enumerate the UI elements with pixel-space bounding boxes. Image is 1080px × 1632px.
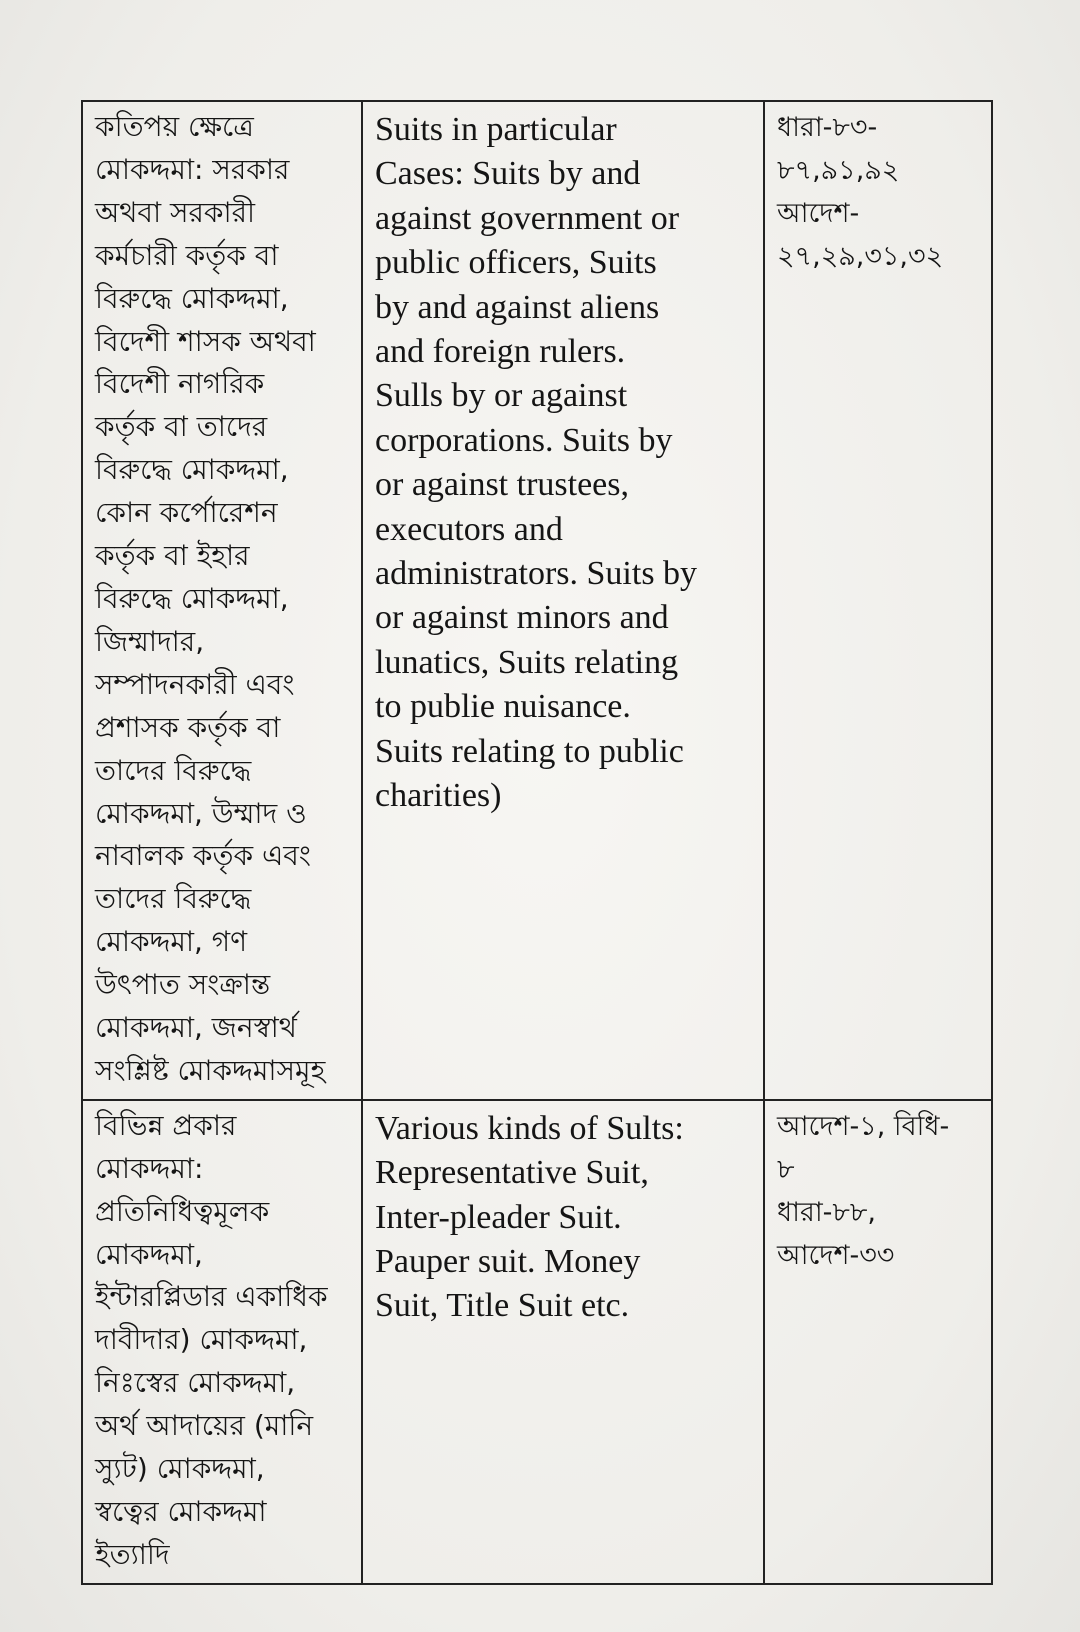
- table-row: [82, 101, 992, 1100]
- section-reference: ধারা-৮৩- ৮৭,৯১,৯২ আদেশ- ২৭,২৯,৩১,৩২: [777, 112, 944, 272]
- bengali-description-cell: [82, 1100, 362, 1584]
- bengali-description: কতিপয় ক্ষেত্রে মোকদ্দমা: সরকার অথবা সরকারী কর্মচারী কর্তৃক বা বিরুদ্ধে মোকদ্দমা, বিদেশী শাসক অথবা বিদেশী নাগরিক কর্তৃক বা তাদের বিরুদ্ধে মোকদ্দমা, কোন কর্পোরেশন কর্তৃক বা ইহার বিরুদ্ধে মোকদ্দমা, জিম্মাদার, সম্পাদনকারী এবং প্রশাসক কর্তৃক বা তাদের বিরুদ্ধে মোকদ্দমা, উম্মাদ ও নাবালক কর্তৃক এবং তাদের বিরুদ্ধে মোকদ্দমা, গণ উৎপাত সংক্রান্ত মোকদ্দমা, জনস্বার্থ সংশ্লিষ্ট মোকদ্দমাসমূহ: [95, 110, 326, 1087]
- law-provisions-table: [81, 100, 993, 1585]
- english-description: Suits in particular Cases: Suits by and against government or public officers, Suits by and against aliens and foreign rulers. Sulls by or against corporations. Suits by or against trustees, executors and administrators. Suits by or against minors and lunatics, Suits relating to publie nuisance. Suits relating to public charities): [375, 111, 698, 815]
- english-description-cell: [362, 1100, 764, 1584]
- bengali-description: বিভিন্ন প্রকার মোকদ্দমা: প্রতিনিধিত্বমূলক মোকদ্দমা, ইন্টারপ্লিডার একাধিক দাবীদার) মোকদ্দমা, নিঃস্বের মোকদ্দমা, অর্থ আদায়ের (মানি স্যুট) মোকদ্দমা, স্বত্বের মোকদ্দমা ইত্যাদি: [95, 1108, 328, 1571]
- section-reference: আদেশ-১, বিধি- ৮ ধারা-৮৮, আদেশ-৩৩: [777, 1110, 950, 1271]
- english-description: Various kinds of Sults: Representative Suit, Inter-pleader Suit. Pauper suit. Money Suit, Title Suit etc.: [375, 1109, 684, 1325]
- table-row: [82, 1100, 992, 1584]
- section-reference-cell: [764, 1100, 992, 1584]
- section-reference-cell: [764, 101, 992, 1100]
- english-description-cell: [362, 101, 764, 1100]
- bengali-description-cell: [82, 101, 362, 1100]
